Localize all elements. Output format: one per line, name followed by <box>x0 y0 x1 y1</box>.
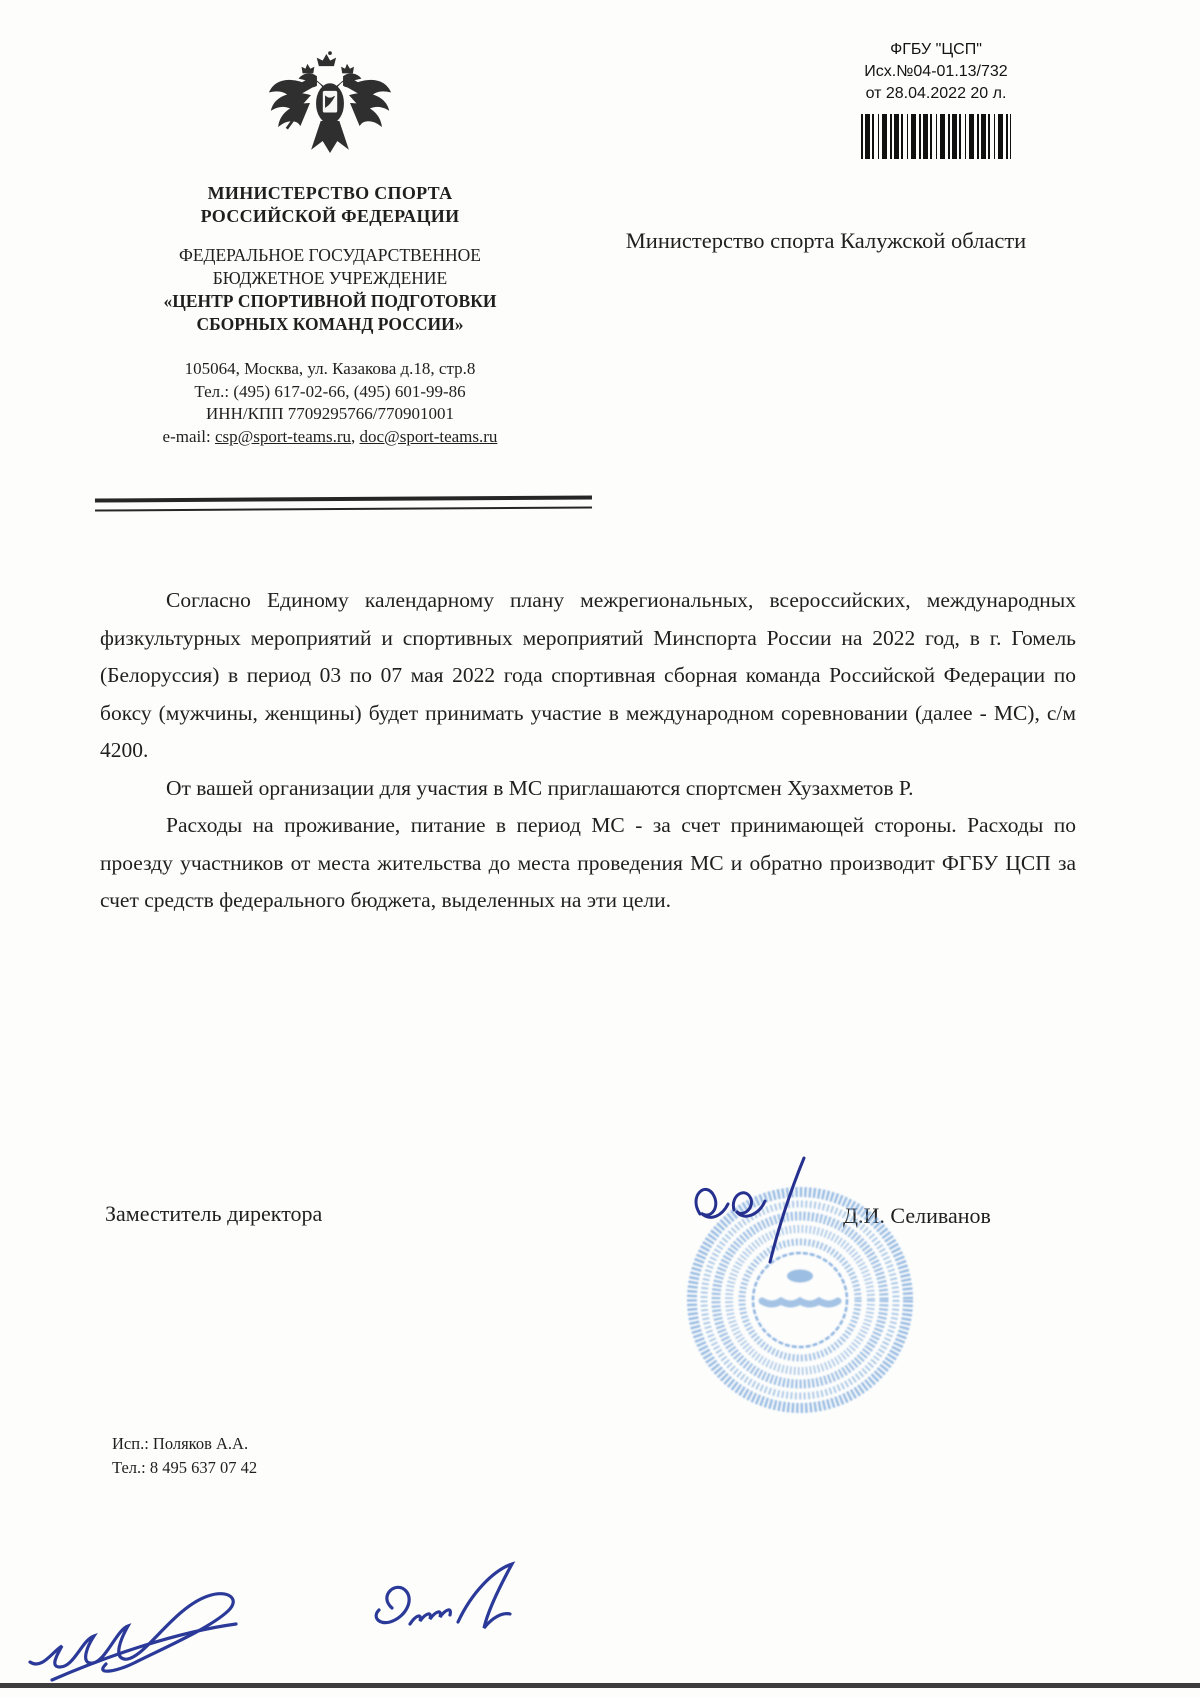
ministry-name-line2: РОССИЙСКОЙ ФЕДЕРАЦИИ <box>200 206 460 226</box>
scan-bottom-edge <box>0 1683 1200 1688</box>
email-address-1: csp@sport-teams.ru <box>214 426 351 446</box>
handwritten-signature-left <box>22 1570 274 1688</box>
russia-coat-of-arms-icon <box>267 38 393 178</box>
body-paragraph-1: Согласно Единому календарному плану межрегиональных, всероссийских, международных физкультурных мероприятий и спортивных мероприятий Минспорта России на 2022 год, в г. Гомель (Белоруссия) в период 03 по 07 мая 2022 года спортивная сборная команда Российской Федерации по боксу (мужчины, женщины) будет принимать участие в международном соревновании (далее - МС), с/м 4200. <box>100 588 1076 762</box>
executor-phone: Тел.: 8 495 637 07 42 <box>112 1458 258 1477</box>
handwritten-signature-right <box>358 1560 576 1668</box>
recipient-name: Министерство спорта Калужской области <box>625 228 1027 253</box>
org-name-line1: «ЦЕНТР СПОРТИВНОЙ ПОДГОТОВКИ <box>163 291 497 311</box>
org-address: 105064, Москва, ул. Казакова д.18, стр.8 <box>184 359 476 378</box>
letter-body <box>100 582 1076 920</box>
executor-name: Исп.: Поляков А.А. <box>112 1434 249 1453</box>
outgoing-date: от 28.04.2022 20 л. <box>865 85 1007 102</box>
org-name-line2: СБОРНЫХ КОМАНД РОССИИ» <box>196 314 464 334</box>
org-email-line <box>80 426 580 449</box>
barcode <box>861 114 1011 159</box>
org-type-line2: БЮДЖЕТНОЕ УЧРЕЖДЕНИЕ <box>212 268 448 288</box>
org-type-line1: ФЕДЕРАЛЬНОЕ ГОСУДАРСТВЕННОЕ <box>179 245 481 265</box>
body-paragraph-2: От вашей организации для участия в МС приглашаются спортсмен Хузахметов Р. <box>166 775 914 800</box>
ministry-name-line1: МИНИСТЕРСТВО СПОРТА <box>207 183 453 203</box>
executor-block <box>112 1432 257 1480</box>
org-short-name: ФГБУ "ЦСП" <box>890 41 982 58</box>
outgoing-number: Исх.№04-01.13/732 <box>864 63 1008 80</box>
signer-name: Д.И. Селиванов <box>843 1203 991 1228</box>
letterhead <box>80 182 580 448</box>
email-address-2: doc@sport-teams.ru <box>359 426 498 446</box>
org-inn-kpp: ИНН/КПП 7709295766/770901001 <box>206 404 454 423</box>
registration-block <box>836 39 1036 159</box>
signer-handwritten-signature <box>686 1150 871 1275</box>
org-phone: Тел.: (495) 617-02-66, (495) 601-99-86 <box>194 381 466 401</box>
signer-title: Заместитель директора <box>105 1201 323 1226</box>
email-label: e-mail: <box>162 426 215 446</box>
body-paragraph-3: Расходы на проживание, питание в период МС - за счет принимающей стороны. Расходы по проезду участников от места жительства до места проведения МС и обратно производит ФГБУ ЦСП за счет средств федерального бюджета, выделенных на эти цели. <box>100 813 1076 912</box>
letterhead-divider <box>95 495 592 511</box>
email-separator: , <box>351 426 360 446</box>
